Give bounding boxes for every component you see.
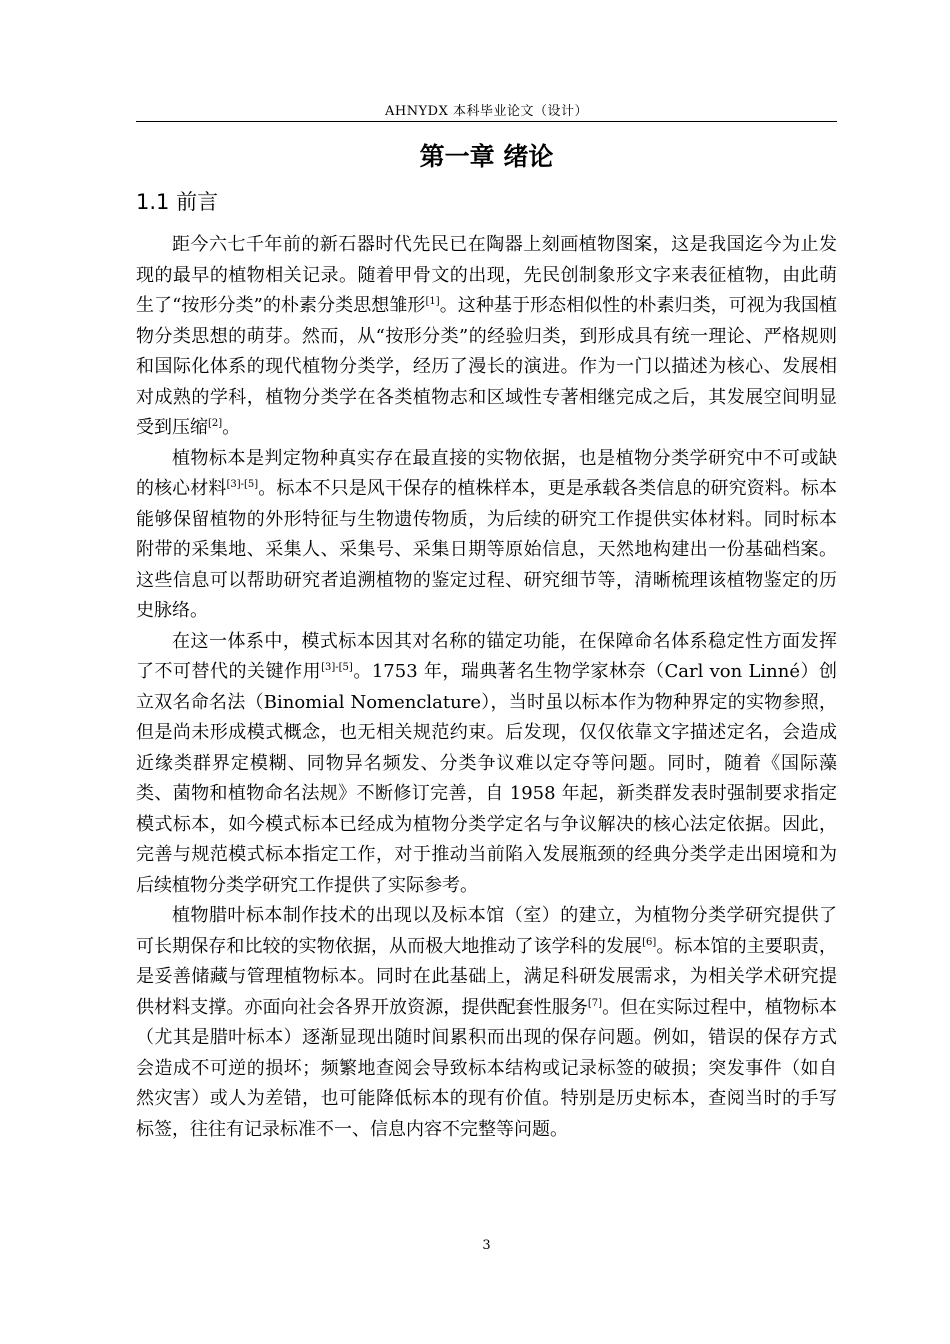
citation-ref: [3]-[5] bbox=[226, 479, 259, 490]
chapter-title: 第一章 绪论 bbox=[419, 142, 554, 171]
citation-ref: [1] bbox=[425, 296, 440, 307]
citation-ref: [7] bbox=[587, 997, 603, 1009]
running-header: AHNYDX 本科毕业论文（设计） bbox=[385, 104, 588, 119]
paragraph-text: 。标本不只是风干保存的植株样本，更是承载各类信息的研究资料。标本能够保留植物的外形特征与生物遗传物质，为后续的研究工作提供实体材料。同时标本附带的采集地、采集人、采集号、采集日期等原始信息，天然地构建出一份基础档案。这些信息可以帮助研究者追溯植物的鉴定过程、研究细节等，清晰梳理该植物鉴定的历史脉络。 bbox=[136, 478, 838, 621]
paragraph-text: 。 bbox=[222, 417, 241, 438]
paragraph-text: 在这一体系中，模式标本因其对名称的锚定功能，在保障命名体系稳定性方面发挥了不可替代的关键作用 bbox=[136, 630, 837, 682]
paragraph-1 bbox=[136, 230, 837, 444]
paragraph-text: 。1753 年，瑞典著名生物学家林奈（Carl von Linné）创立双名命名法（Binomial Nomenclature），当时虽以标本作为物种界定的实物参照，但是尚未形成模式概念，也无相关规范约束。后发现，仅仅依靠文字描述定名，会造成近缘类群界定模糊、同物异名频发、分类争议难以定夺等问题。同时，随着《国际藻类、菌物和植物命名法规》不断修订完善，自 1958 年起，新类群发表时强制要求指定模式标本，如今模式标本已经成为植物分类学定名与争议解决的核心法定依据。因此，完善与规范模式标本指定工作，对于推动当前陷入发展瓶颈的经典分类学走出困境和为后续植物分类学研究工作提供了实际参考。 bbox=[136, 661, 838, 896]
paragraph-3 bbox=[136, 627, 837, 902]
paragraph-text: 。标本馆的主要职责，是妥善储藏与管理植物标本。同时在此基础上，满足科研发展需求，为相关学术研究提供材料支撑。亦面向社会各界开放资源，提供配套性服务 bbox=[136, 935, 838, 1018]
page-number: 3 bbox=[482, 1238, 491, 1253]
body-text bbox=[136, 230, 837, 1145]
paragraph-text: 。但在实际过程中，植物标本（尤其是腊叶标本）逐渐显现出随时间累积而出现的保存问题。例如，错误的保存方式会造成不可逆的损坏；频繁地查阅会导致标本结构或记录标签的破损；突发事件（如自然灾害）或人为差错，也可能降低标本的现有价值。特别是历史标本，查阅当时的手写标签，往往有记录标准不一、信息内容不完整等问题。 bbox=[136, 996, 837, 1140]
paragraph-text: 植物标本是判定物种真实存在最直接的实物依据，也是植物分类学研究中不可或缺的核心材料 bbox=[136, 447, 837, 499]
paragraph-text: 。这种基于形态相似性的朴素归类，可视为我国植物分类思想的萌芽。然而，从“按形分类”的经验归类，到形成具有统一理论、严格规则和国际化体系的现代植物分类学，经历了漫长的演进。作为一门以描述为核心、发展相对成熟的学科，植物分类学在各类植物志和区域性专著相继完成之后，其发展空间明显受到压缩 bbox=[136, 295, 838, 438]
header-rule bbox=[136, 121, 837, 122]
paragraph-text: 植物腊叶标本制作技术的出现以及标本馆（室）的建立，为植物分类学研究提供了可长期保存和比较的实物依据，从而极大地推动了该学科的发展 bbox=[136, 905, 837, 957]
paragraph-text: 距今六七千年前的新石器时代先民已在陶器上刻画植物图案，这是我国迄今为止发现的最早的植物相关记录。随着甲骨文的出现，先民创制象形文字来表征植物，由此萌生了“按形分类”的朴素分类思想雏形 bbox=[136, 234, 837, 316]
citation-ref: [2] bbox=[208, 418, 223, 429]
citation-ref: [3]-[5] bbox=[321, 662, 353, 673]
paragraph-2 bbox=[136, 444, 837, 627]
paragraph-4 bbox=[136, 901, 837, 1145]
citation-ref: [6] bbox=[642, 936, 657, 948]
section-title: 1.1 前言 bbox=[136, 190, 219, 214]
